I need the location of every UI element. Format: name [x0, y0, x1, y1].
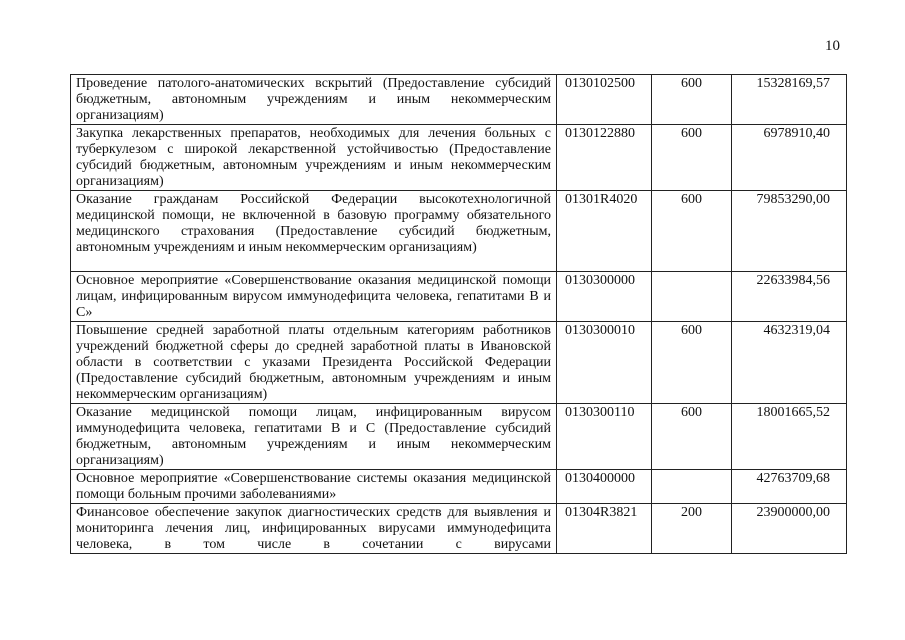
target-article-code-cell: 01301R4020: [557, 191, 652, 272]
amount-cell: 23900000,00: [732, 504, 847, 554]
target-article-code-cell: 0130300010: [557, 322, 652, 404]
table-row: [71, 470, 847, 504]
expense-type-cell: 600: [652, 125, 732, 191]
expense-name-cell: Оказание медицинской помощи лицам, инфицированным вирусом иммунодефицита человека, гепатитами B и C (Предоставление субсидий бюджетным, автономным учреждениям и иным некоммерческим организациям): [71, 404, 557, 470]
expense-name-cell: Финансовое обеспечение закупок диагностических средств для выявления и мониторинга лечения лиц, инфицированных вирусами иммунодефицита человека, в том числе в сочетании с вирусами: [71, 504, 557, 554]
amount-cell: 4632319,04: [732, 322, 847, 404]
target-article-code-cell: 0130300000: [557, 272, 652, 322]
table-row: [71, 404, 847, 470]
page-number: 10: [825, 38, 840, 54]
expense-type-cell: 600: [652, 404, 732, 470]
amount-cell: 22633984,56: [732, 272, 847, 322]
table-row: [71, 125, 847, 191]
expense-name-cell: Основное мероприятие «Совершенствование системы оказания медицинской помощи больным прочими заболеваниями»: [71, 470, 557, 504]
expense-type-cell: 200: [652, 504, 732, 554]
table-row: [71, 504, 847, 554]
amount-cell: 18001665,52: [732, 404, 847, 470]
expense-name-cell: Проведение патолого-анатомических вскрытий (Предоставление субсидий бюджетным, автономным учреждениям и иным некоммерческим организациям): [71, 75, 557, 125]
amount-cell: 6978910,40: [732, 125, 847, 191]
amount-cell: 15328169,57: [732, 75, 847, 125]
budget-allocation-table: [70, 74, 847, 554]
target-article-code-cell: 01304R3821: [557, 504, 652, 554]
amount-cell: 79853290,00: [732, 191, 847, 272]
table-row: [71, 191, 847, 272]
target-article-code-cell: 0130400000: [557, 470, 652, 504]
target-article-code-cell: 0130122880: [557, 125, 652, 191]
expense-name-cell: Повышение средней заработной платы отдельным категориям работников учреждений бюджетной сферы до средней заработной платы в Ивановской области в соответствии с указами Президента Российской Федерации (Предоставление субсидий бюджетным, автономным учреждениям и иным некоммерческим организациям): [71, 322, 557, 404]
expense-name-cell: Основное мероприятие «Совершенствование оказания медицинской помощи лицам, инфицированным вирусом иммунодефицита человека, гепатитами B и C»: [71, 272, 557, 322]
amount-cell: 42763709,68: [732, 470, 847, 504]
expense-name-cell: Закупка лекарственных препаратов, необходимых для лечения больных с туберкулезом с широкой лекарственной устойчивостью (Предоставление субсидий бюджетным, автономным учреждениям и иным некоммерческим организациям): [71, 125, 557, 191]
expense-type-cell: 600: [652, 191, 732, 272]
expense-type-cell: 600: [652, 322, 732, 404]
expense-name-cell: Оказание гражданам Российской Федерации высокотехнологичной медицинской помощи, не включенной в базовую программу обязательного медицинского страхования (Предоставление субсидий бюджетным, автономным учреждениям и иным некоммерческим организациям): [71, 191, 557, 272]
expense-type-cell: [652, 272, 732, 322]
table-row: [71, 272, 847, 322]
expense-type-cell: 600: [652, 75, 732, 125]
table-row: [71, 322, 847, 404]
table-row: [71, 75, 847, 125]
target-article-code-cell: 0130300110: [557, 404, 652, 470]
expense-type-cell: [652, 470, 732, 504]
target-article-code-cell: 0130102500: [557, 75, 652, 125]
